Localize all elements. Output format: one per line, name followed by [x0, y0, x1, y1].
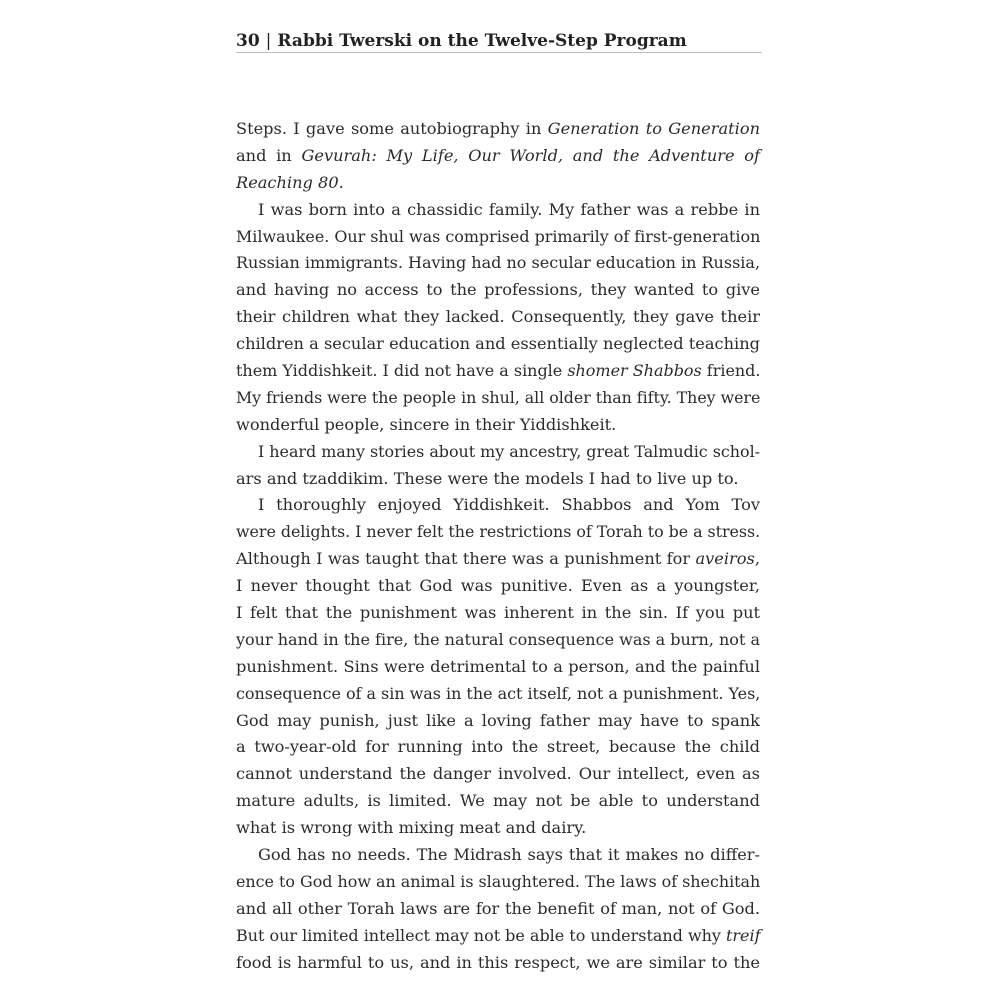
text-segment: My friends were the people in shul, all older than fifty. They were	[236, 387, 761, 407]
text-segment: Russian immigrants. Having had no secular education in Russia,	[236, 253, 761, 273]
running-head	[236, 30, 762, 53]
text-line	[236, 439, 760, 466]
italic-text: treif	[726, 925, 761, 945]
text-segment: I never thought that God was punitive. Even as a youngster,	[236, 576, 760, 596]
text-segment: cannot understand the danger involved. Our intellect, even as	[236, 764, 760, 784]
italic-text: Generation to Generation	[547, 119, 760, 138]
text-segment: But our limited intellect may not be able to understand why	[236, 925, 727, 945]
text-line	[236, 600, 760, 627]
text-line	[236, 546, 760, 573]
text-segment: and having no access to the professions, they wanted to give	[236, 280, 760, 300]
text-segment: consequence of a sin was in the act itself, not a punishment. Yes,	[236, 683, 761, 703]
text-line	[236, 385, 760, 412]
italic-text: shomer Shabbos	[567, 361, 702, 381]
header-separator: |	[265, 31, 272, 51]
text-line	[236, 250, 760, 277]
text-segment: a two-year-old for running into the street, because the child	[236, 737, 760, 757]
text-line	[236, 197, 760, 224]
text-line	[236, 681, 760, 708]
italic-text: Gevurah: My Life, Our World, and the Adventure of	[301, 145, 760, 165]
text-segment: Although I was taught that there was a punishment for	[236, 549, 696, 569]
text-segment: children a secular education and essentially neglected teaching	[236, 334, 760, 354]
italic-text: aveiros	[695, 549, 755, 569]
text-line	[236, 734, 760, 761]
text-segment: what is wrong with mixing meat and dairy.	[236, 818, 587, 838]
text-line	[236, 331, 760, 358]
text-line	[236, 224, 760, 251]
text-line	[236, 896, 760, 923]
text-line	[236, 304, 760, 331]
text-segment: friend.	[701, 361, 761, 381]
text-segment: them Yiddishkeit. I did not have a single	[236, 361, 568, 381]
text-line	[236, 358, 760, 385]
text-line	[236, 492, 760, 519]
text-segment: God has no needs. The Midrash says that it makes no differ-	[258, 845, 760, 865]
text-segment: wonderful people, sincere in their Yiddishkeit.	[236, 414, 617, 434]
text-segment: ars and tzaddikim. These were the models I had to live up to.	[236, 468, 739, 488]
text-line	[236, 654, 760, 681]
text-line	[236, 842, 760, 869]
text-line	[236, 950, 760, 977]
text-line	[236, 761, 760, 788]
text-line	[236, 923, 760, 950]
text-line	[236, 466, 760, 493]
text-line	[236, 869, 760, 896]
text-line	[236, 277, 760, 304]
text-segment: punishment. Sins were detrimental to a person, and the painful	[236, 656, 760, 676]
text-segment: Milwaukee. Our shul was comprised primarily of first-generation	[236, 226, 761, 246]
text-segment: food is harmful to us, and in this respect, we are similar to the	[236, 952, 760, 972]
text-segment: mature adults, is limited. We may not be able to understand	[236, 791, 760, 811]
text-segment: and in	[236, 145, 302, 165]
text-segment: I heard many stories about my ancestry, great Talmudic schol-	[258, 441, 760, 461]
page-number: 30	[236, 31, 260, 51]
italic-text: Reaching 80	[236, 172, 339, 192]
text-line	[236, 170, 760, 197]
book-title: Rabbi Twerski on the Twelve-Step Program	[277, 31, 687, 51]
text-segment: I felt that the punishment was inherent in the sin. If you put	[236, 603, 760, 623]
text-line	[236, 708, 760, 735]
text-segment: your hand in the fire, the natural consequence was a burn, not a	[236, 629, 760, 649]
text-line	[236, 116, 760, 143]
text-segment: God may punish, just like a loving father may have to spank	[236, 710, 760, 730]
text-segment: I thoroughly enjoyed Yiddishkeit. Shabbos and Yom Tov	[258, 495, 760, 515]
body-text	[236, 116, 760, 977]
text-line	[236, 627, 760, 654]
text-segment: were delights. I never felt the restrictions of Torah to be a stress.	[236, 522, 761, 542]
text-segment: I was born into a chassidic family. My father was a rebbe in	[258, 199, 760, 219]
text-segment: their children what they lacked. Consequently, they gave their	[236, 307, 760, 327]
text-segment: ,	[754, 549, 760, 569]
text-line	[236, 519, 760, 546]
text-line	[236, 788, 760, 815]
text-line	[236, 815, 760, 842]
text-segment: and all other Torah laws are for the benefit of man, not of God.	[236, 898, 760, 918]
text-line	[236, 143, 760, 170]
text-segment: .	[338, 172, 344, 192]
text-line	[236, 573, 760, 600]
text-segment: Steps. I gave some autobiography in	[236, 119, 548, 138]
text-segment: ence to God how an animal is slaughtered. The laws of shechitah	[236, 871, 761, 891]
text-line	[236, 412, 760, 439]
